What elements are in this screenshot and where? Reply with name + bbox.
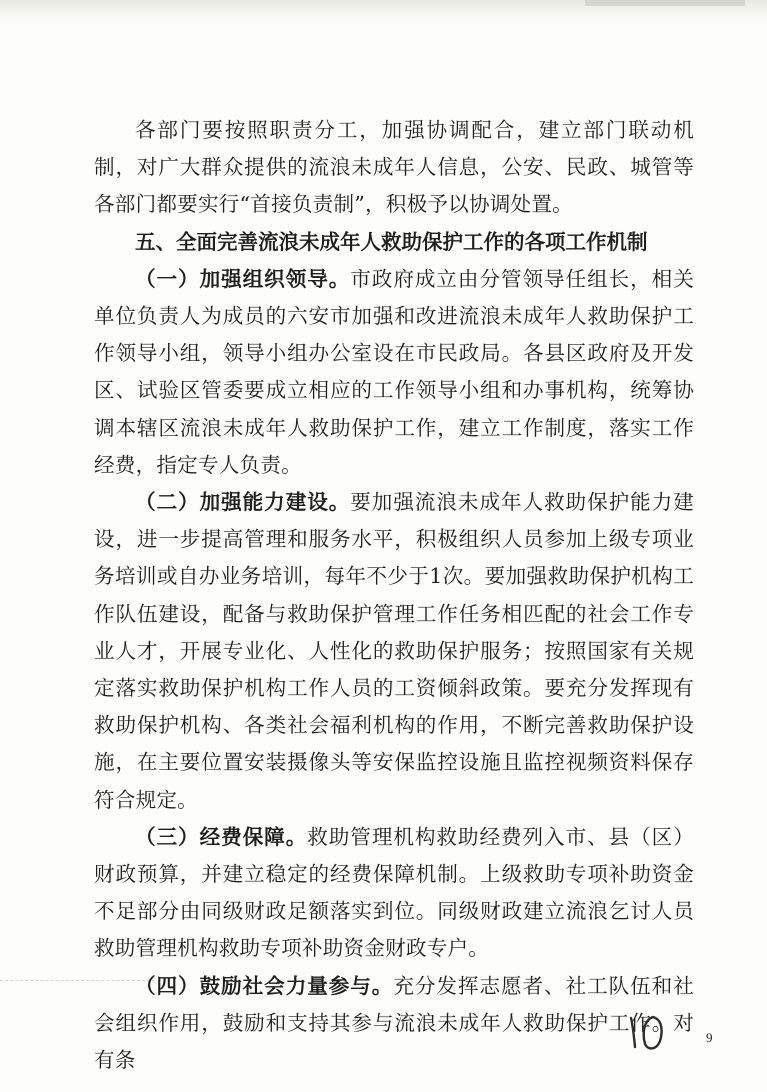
handwritten-page-number [624, 1011, 670, 1053]
paragraph-text: 要加强流浪未成年人救助保护能力建设，进一步提高管理和服务水平，积极组织人员参加上级专项业务培训或自办业务培训，每年不少于1次。要加强救助保护机构工作队伍建设，配备与救助保护管理工作任务相匹配的社会工作专业人才，开展专业化、人性化的救助保护服务；按照国家有关规定落实救助保护机构工作人员的工资倾斜政策。要充分发挥现有救助保护机构、各类社会福利机构的作用，不断完善救助保护设施，在主要位置安装摄像头等安保监控设施且监控视频资料保存符合规定。 [94, 490, 694, 812]
document-body [94, 112, 694, 1079]
paragraph-lead: （二）加强能力建设。 [135, 490, 351, 515]
paragraph-organization-leadership [94, 261, 694, 484]
paragraph-text: 市政府成立由分管领导任组长，相关单位负责人为成员的六安市加强和改进流浪未成年人救助保护工作领导小组，领导小组办公室设在市民政局。各县区政府及开发区、试验区管委要成立相应的工作领导小组和办事机构，统筹协调本辖区流浪未成年人救助保护工作，建立工作制度，落实工作经费，指定专人负责。 [94, 266, 694, 477]
paragraph-social-participation [94, 968, 694, 1080]
paragraph-lead: （三）经费保障。 [135, 824, 308, 849]
paragraph-funding [94, 819, 694, 968]
scan-edge-mark [585, 0, 745, 6]
paragraph-capacity-building [94, 484, 694, 819]
section-heading-five: 五、全面完善流浪未成年人救助保护工作的各项工作机制 [135, 229, 648, 254]
paragraph-lead: （一）加强组织领导。 [135, 266, 351, 291]
paragraph-text: 救助管理机构救助经费列入市、县（区）财政预算，并建立稳定的经费保障机制。上级救助专项补助资金不足部分由同级财政足额落实到位。同级财政建立流浪乞讨人员救助管理机构救助专项补助资金财政专户。 [94, 824, 694, 961]
paragraph-lead: （四）鼓励社会力量参与。 [135, 973, 394, 998]
page-number: 9 [706, 1030, 713, 1045]
paragraph-coordination [94, 112, 694, 224]
paragraph-text: 各部门要按照职责分工，加强协调配合，建立部门联动机制，对广大群众提供的流浪未成年人信息，公安、民政、城管等各部门都要实行“首接负责制”，积极予以协调处置。 [94, 118, 694, 217]
paragraph-text: 充分发挥志愿者、社工队伍和社会组织作用，鼓励和支持其参与流浪未成年人救助保护工作。对有条 [94, 973, 694, 1073]
